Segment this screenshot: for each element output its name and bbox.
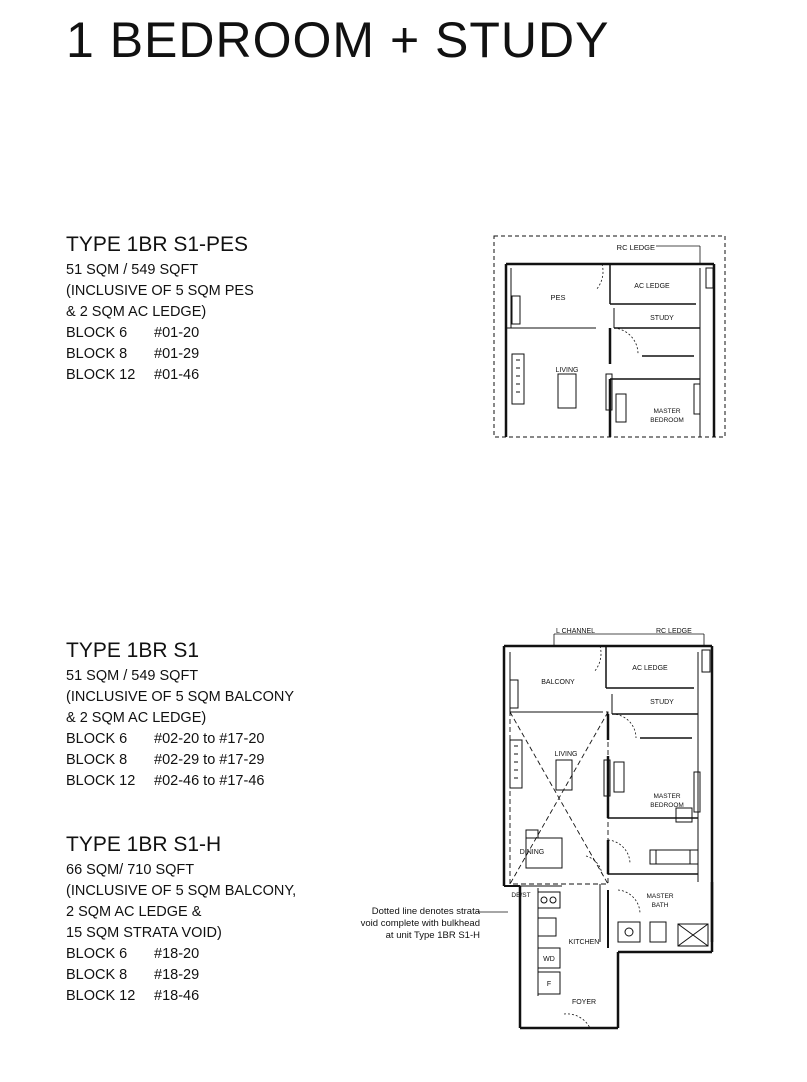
unit-info-1br-s1-pes	[66, 232, 254, 386]
label-rc-ledge: RC LEDGE	[656, 628, 692, 635]
unit-inclusion-line: 15 SQM STRATA VOID)	[66, 925, 222, 941]
block-units: #18-29	[154, 967, 200, 983]
block-row	[66, 729, 294, 750]
label-study: STUDY	[650, 699, 674, 706]
unit-area: 66 SQM/ 710 SQFT	[66, 862, 195, 878]
unit-inclusion-line: & 2 SQM AC LEDGE)	[66, 710, 207, 726]
note-line: Dotted line denotes strata	[371, 906, 480, 917]
unit-title: TYPE 1BR S1	[66, 639, 200, 662]
unit-inclusion-line: (INCLUSIVE OF 5 SQM BALCONY	[66, 689, 295, 705]
block-name: BLOCK 6	[66, 325, 128, 341]
label-study: STUDY	[650, 315, 674, 322]
block-units: #18-20	[154, 946, 200, 962]
label-master-bath: MASTER	[646, 893, 674, 900]
label-ac-ledge: AC LEDGE	[632, 665, 668, 672]
label-bedroom: BEDROOM	[650, 417, 684, 424]
unit-inclusion-line: (INCLUSIVE OF 5 SQM BALCONY,	[66, 883, 297, 899]
block-name: BLOCK 8	[66, 752, 128, 768]
page-title: 1 BEDROOM + STUDY	[66, 12, 610, 68]
block-row	[66, 344, 254, 365]
label-bedroom: BEDROOM	[650, 802, 684, 809]
label-living: LIVING	[554, 751, 578, 758]
unit-info-1br-s1	[66, 638, 294, 792]
note-pointer-line	[478, 908, 508, 918]
unit-title: TYPE 1BR S1-H	[66, 833, 222, 856]
block-row	[66, 323, 254, 344]
note-line: at unit Type 1BR S1-H	[385, 930, 480, 941]
label-master: MASTER	[653, 793, 681, 800]
label-wd: WD	[543, 956, 555, 963]
block-name: BLOCK 6	[66, 731, 128, 747]
label-rc-ledge: RC LEDGE	[616, 243, 655, 252]
block-name: BLOCK 12	[66, 988, 136, 1004]
floor-plan-1br-s1	[490, 622, 726, 1050]
label-db-st: DB/ST	[511, 892, 531, 899]
unit-inclusion-line: & 2 SQM AC LEDGE)	[66, 304, 207, 320]
unit-inclusion-line: (INCLUSIVE OF 5 SQM PES	[66, 283, 254, 299]
block-name: BLOCK 12	[66, 367, 136, 383]
label-pes: PES	[550, 293, 566, 302]
unit-info-1br-s1-h	[66, 832, 296, 1007]
label-foyer: FOYER	[571, 999, 597, 1006]
unit-area: 51 SQM / 549 SQFT	[66, 668, 199, 684]
block-units: #02-29 to #17-29	[154, 752, 265, 768]
label-balcony: BALCONY	[541, 679, 575, 686]
unit-inclusion-line: 2 SQM AC LEDGE &	[66, 904, 202, 920]
block-units: #01-46	[154, 367, 200, 383]
block-units: #02-20 to #17-20	[154, 731, 265, 747]
label-master: MASTER	[653, 408, 681, 415]
block-row	[66, 965, 296, 986]
block-units: #02-46 to #17-46	[154, 773, 265, 789]
block-row	[66, 944, 296, 965]
strata-void-note	[322, 906, 480, 942]
block-row	[66, 750, 294, 771]
block-name: BLOCK 8	[66, 967, 128, 983]
label-bath: BATH	[651, 902, 669, 909]
floor-plan-1br-s1-pes	[492, 234, 728, 440]
label-f: F	[546, 981, 552, 988]
label-ac-ledge: AC LEDGE	[634, 283, 670, 290]
unit-area: 51 SQM / 549 SQFT	[66, 262, 199, 278]
block-name: BLOCK 8	[66, 346, 128, 362]
label-dining: DINING	[519, 849, 545, 856]
label-l-channel: L CHANNEL	[556, 628, 596, 635]
unit-title: TYPE 1BR S1-PES	[66, 233, 249, 256]
label-living: LIVING	[555, 367, 579, 374]
block-name: BLOCK 6	[66, 946, 128, 962]
note-line: void complete with bulkhead	[360, 918, 480, 929]
label-kitchen: KITCHEN	[568, 939, 600, 946]
block-units: #01-20	[154, 325, 200, 341]
block-row	[66, 771, 294, 792]
block-units: #18-46	[154, 988, 200, 1004]
block-units: #01-29	[154, 346, 200, 362]
block-row	[66, 986, 296, 1007]
block-name: BLOCK 12	[66, 773, 136, 789]
block-row	[66, 365, 254, 386]
